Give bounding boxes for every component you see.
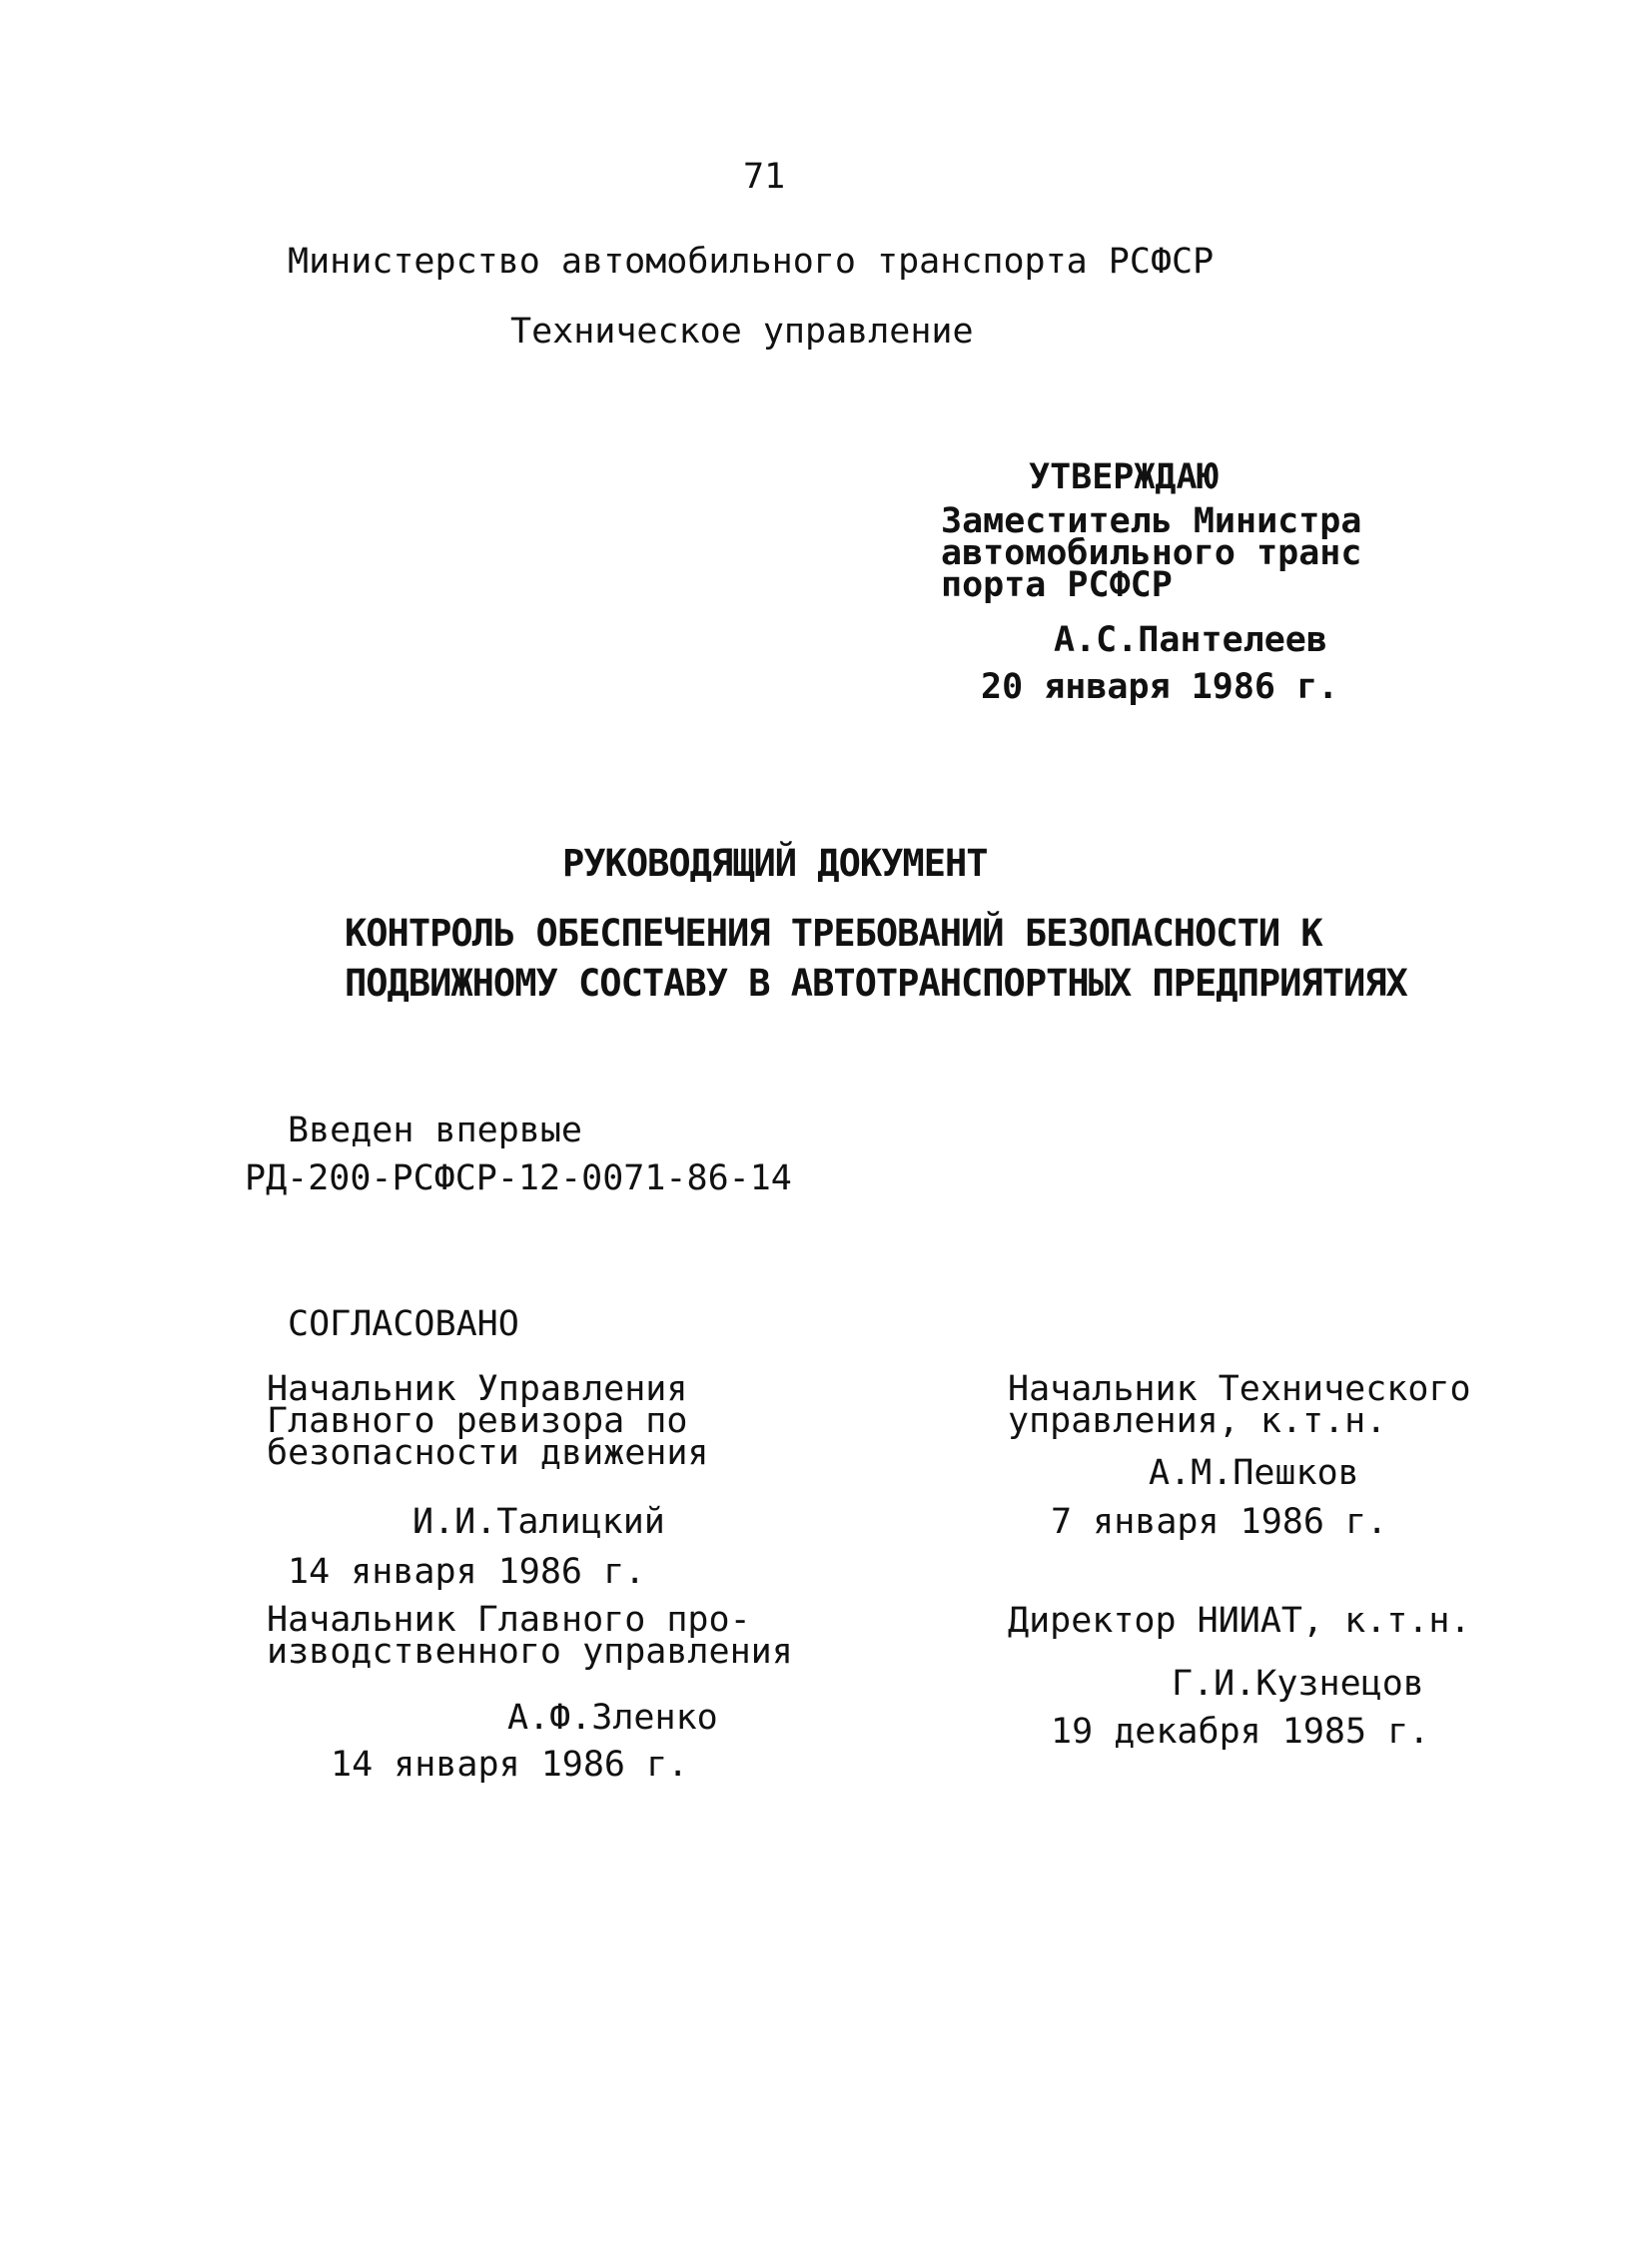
- signatory-position-line: Главного ревизора по: [267, 1401, 688, 1441]
- approval-position-line: порта РСФСР: [941, 565, 1173, 605]
- agreed-right-1-position: [1008, 1369, 1471, 1441]
- approval-title: УТВЕРЖДАЮ: [1029, 457, 1219, 497]
- signatory-position-line: Начальник Главного про-: [267, 1600, 751, 1640]
- signatory-position-line: Начальник Технического: [1008, 1369, 1471, 1409]
- approval-date: 20 января 1986 г.: [981, 667, 1339, 707]
- agreed-title: СОГЛАСОВАНО: [288, 1304, 519, 1344]
- page-number: 71: [743, 157, 786, 197]
- approval-signatory: А.С.Пантелеев: [1054, 620, 1327, 660]
- document-title: [345, 909, 1407, 1009]
- signatory-position-line: безопасности движения: [267, 1433, 709, 1473]
- agreed-left-2-name: А.Ф.Зленко: [507, 1698, 718, 1738]
- agreed-left-2-position: [267, 1600, 793, 1672]
- agreed-right-2-position: Директор НИИАТ, к.т.н.: [1008, 1601, 1471, 1641]
- agreed-right-2-name: Г.И.Кузнецов: [1172, 1664, 1424, 1704]
- approval-position-line: автомобильного транс: [941, 533, 1362, 573]
- signatory-position-line: изводственного управления: [267, 1632, 793, 1672]
- document-title-line: КОНТРОЛЬ ОБЕСПЕЧЕНИЯ ТРЕБОВАНИЙ БЕЗОПАСНОСТИ К: [345, 912, 1322, 955]
- agreed-right-1-name: А.М.Пешков: [1149, 1453, 1359, 1493]
- approval-position-line: Заместитель Министра: [941, 501, 1362, 541]
- document-type: РУКОВОДЯЩИЙ ДОКУМЕНТ: [562, 842, 988, 885]
- document-code: РД-200-РСФСР-12-0071-86-14: [245, 1158, 792, 1198]
- signatory-position-line: Начальник Управления: [267, 1369, 688, 1409]
- approval-position: [941, 501, 1362, 605]
- agreed-right-2-date: 19 декабря 1985 г.: [1051, 1712, 1430, 1752]
- ministry-name: Министерство автомобильного транспорта РСФСР: [288, 242, 1215, 282]
- agreed-left-1-position: [267, 1369, 709, 1473]
- introduced-note: Введен впервые: [288, 1111, 583, 1150]
- document-title-line: ПОДВИЖНОМУ СОСТАВУ В АВТОТРАНСПОРТНЫХ ПРЕДПРИЯТИЯХ: [345, 962, 1407, 1005]
- signatory-position-line: управления, к.т.н.: [1008, 1401, 1387, 1441]
- agreed-left-1-name: И.И.Талицкий: [413, 1502, 665, 1542]
- department-name: Техническое управление: [510, 312, 974, 352]
- agreed-left-2-date: 14 января 1986 г.: [331, 1745, 689, 1785]
- agreed-left-1-date: 14 января 1986 г.: [288, 1552, 646, 1592]
- agreed-right-1-date: 7 января 1986 г.: [1051, 1502, 1388, 1542]
